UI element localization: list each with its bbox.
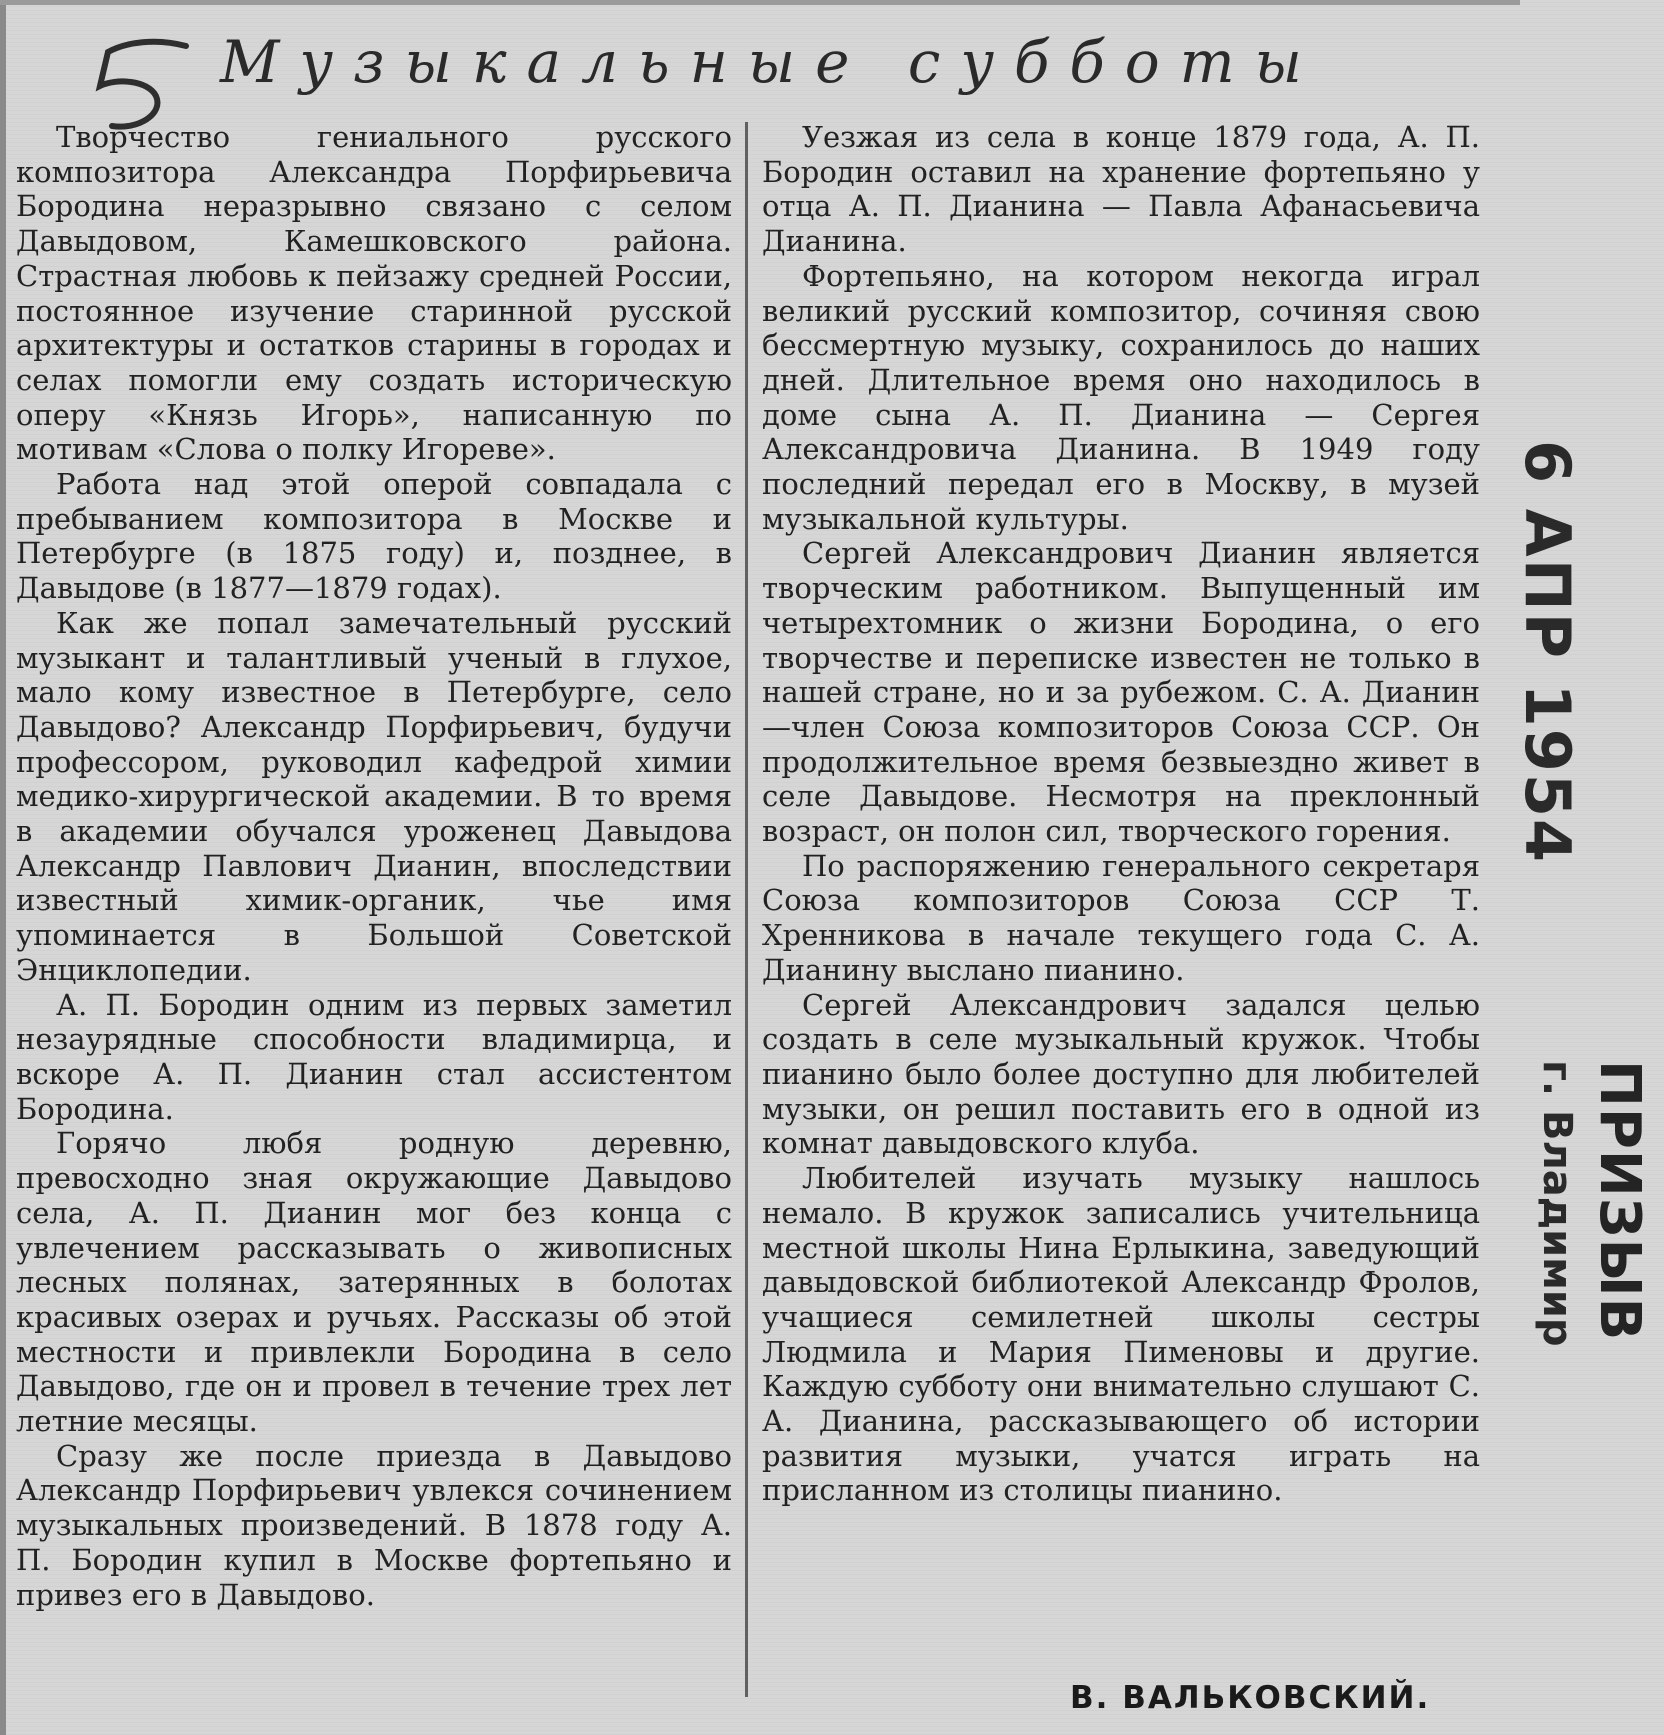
column-divider xyxy=(745,122,748,1697)
article-column-left xyxy=(16,120,732,1612)
paragraph: Работа над этой оперой совпадала с пребыванием композитора в Москве и Петербурге (в 1875 году) и, позднее, в Давыдове (в 1877—1879 годах). xyxy=(16,467,732,606)
paragraph: Как же попал замечательный русский музыкант и талантливый ученый в глухое, мало кому известное в Петербурге, село Давыдово? Александр Порфирьевич, будучи профессором, руководил кафедрой химии медико-хирургической академии. В то время в академии обучался уроженец Давыдова Александр Павлович Дианин, впоследствии известный химик-органик, чье имя упоминается в Большой Советской Энциклопедии. xyxy=(16,605,732,987)
paragraph: А. П. Бородин одним из первых заметил незаурядные способности владимирца, и вскоре А. П. Дианин стал ассистентом Бородина. xyxy=(16,987,732,1126)
newspaper-name-stamp: ПРИЗЫВ xyxy=(1587,1060,1652,1342)
newspaper-city-stamp: г. Владимир xyxy=(1534,1060,1580,1347)
clipping-edge-left xyxy=(0,0,6,1735)
article-author: В. ВАЛЬКОВСКИЙ. xyxy=(1070,1680,1431,1716)
clipping-edge-top xyxy=(0,0,1520,5)
paragraph: Фортепьяно, на котором некогда играл великий русский композитор, сочиняя свою бессмертную музыку, сохранилось до наших дней. Длительное время оно находилось в доме сына А. П. Дианина — Сергея Александровича Дианина. В 1949 году последний передал его в Москву, в музей музыкальной культуры. xyxy=(762,258,1480,536)
paragraph: Уезжая из села в конце 1879 года, А. П. Бородин оставил на хранение фортепьяно у отца А. П. Дианина — Павла Афанасьевича Дианина. xyxy=(762,120,1480,259)
handwritten-mark xyxy=(86,34,196,134)
paragraph: Сразу же после приезда в Давыдово Александр Порфирьевич увлекся сочинением музыкальных произведений. В 1878 году А. П. Бородин купил в Москве фортепьяно и привез его в Давыдово. xyxy=(16,1438,732,1612)
paragraph: По распоряжению генерального секретаря Союза композиторов Союза ССР Т. Хренникова в начале текущего года С. А. Дианину выслано пианино. xyxy=(762,848,1480,987)
paragraph: Сергей Александрович Дианин является творческим работником. Выпущенный им четырехтомник о жизни Бородина, о его творчестве и переписке известен не только в нашей стране, но и за рубежом. С. А. Дианин—член Союза композиторов Союза ССР. Он продолжительное время безвыездно живет в селе Давыдове. Несмотря на преклонный возраст, он полон сил, творческого горения. xyxy=(762,536,1480,849)
article-headline: Музыкальные субботы xyxy=(220,28,1322,96)
paragraph: Горячо любя родную деревню, превосходно зная окружающие Давыдово села, А. П. Дианин мог без конца с увлечением рассказывать о живописных лесных полянах, затерянных в болотах красивых озерах и ручьях. Рассказы об этой местности и привлекли Бородина в село Давыдово, где он и провел в течение трех лет летние месяцы. xyxy=(16,1126,732,1439)
paragraph: Творчество гениального русского композитора Александра Порфирьевича Бородина неразрывно связано с селом Давыдовом, Камешковского района. Страстная любовь к пейзажу средней России, постоянное изучение старинной русской архитектуры и остатков старины в городах и селах помогли ему создать историческую оперу «Князь Игорь», написанную по мотивам «Слова о полку Игореве». xyxy=(16,120,732,467)
article-column-right xyxy=(762,120,1480,1508)
paragraph: Любителей изучать музыку нашлось немало. В кружок записались учительница местной школы Нина Ерлыкина, заведующий давыдовской библиотекой Александр Фролов, учащиеся семилетней школы сестры Людмила и Мария Пименовы и другие. Каждую субботу они внимательно слушают С. А. Дианина, рассказывающего об истории развития музыки, учатся играть на присланном из столицы пианино. xyxy=(762,1161,1480,1508)
paragraph: Сергей Александрович задался целью создать в селе музыкальный кружок. Чтобы пианино было более доступно для любителей музыки, он решил поставить его в одной из комнат давыдовского клуба. xyxy=(762,987,1480,1161)
date-stamp: 6 АПР 1954 xyxy=(1511,440,1584,865)
